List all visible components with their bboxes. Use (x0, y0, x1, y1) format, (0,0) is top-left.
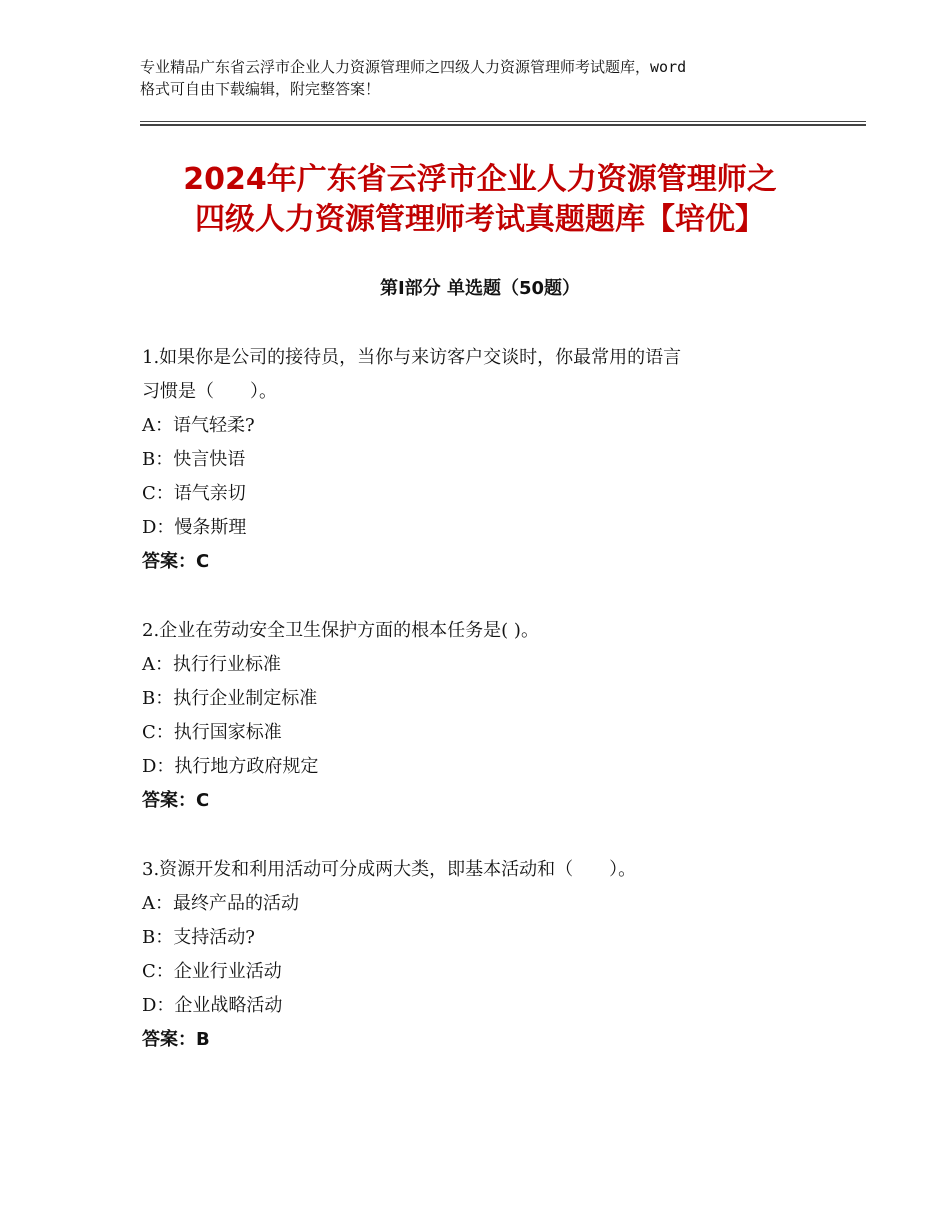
question-3 (142, 853, 832, 1057)
header-rule-thin (140, 121, 866, 122)
header-note (140, 56, 830, 100)
answer-line: 答案：B (142, 1029, 210, 1050)
option-d: D：执行地方政府规定 (142, 756, 319, 777)
answer-line: 答案：C (142, 790, 210, 811)
option-c: C：语气亲切 (142, 483, 246, 504)
option-c: C：执行国家标准 (142, 722, 282, 743)
question-stem-line-1: 1.如果你是公司的接待员，当你与来访客户交谈时，你最常用的语言 (142, 347, 682, 368)
document-title (100, 160, 860, 240)
header-note-line-1: 专业精品广东省云浮市企业人力资源管理师之四级人力资源管理师考试题库，word (140, 58, 687, 76)
option-a: A：执行行业标准 (142, 654, 281, 675)
question-stem-line-1: 3.资源开发和利用活动可分成两大类，即基本活动和（ ）。 (142, 859, 637, 880)
question-2 (142, 614, 832, 818)
option-a: A：语气轻柔? (142, 415, 255, 436)
header-rule-thick (140, 124, 866, 126)
option-b: B：支持活动? (142, 927, 255, 948)
section-title: 第I部分 单选题（50题） (379, 278, 580, 299)
question-stem-line-1: 2.企业在劳动安全卫生保护方面的根本任务是( )。 (142, 620, 539, 641)
option-c: C：企业行业活动 (142, 961, 282, 982)
document-title-line-2: 四级人力资源管理师考试真题题库【培优】 (195, 202, 765, 237)
option-b: B：快言快语 (142, 449, 246, 470)
header-note-line-2: 格式可自由下载编辑，附完整答案！ (140, 80, 381, 98)
option-d: D：企业战略活动 (142, 995, 283, 1016)
answer-line: 答案：C (142, 551, 210, 572)
question-1 (142, 341, 832, 579)
option-d: D：慢条斯理 (142, 517, 247, 538)
document-title-line-1: 2024年广东省云浮市企业人力资源管理师之 (183, 162, 777, 197)
option-b: B：执行企业制定标准 (142, 688, 318, 709)
question-stem-line-2: 习惯是（ ）。 (142, 381, 277, 402)
option-a: A：最终产品的活动 (142, 893, 299, 914)
